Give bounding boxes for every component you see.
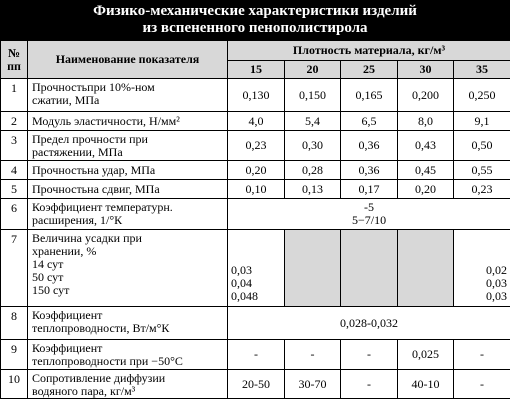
row-name: Прочностьпри 10%-ном сжатии, МПа bbox=[28, 79, 228, 112]
density-35: 35 bbox=[454, 61, 510, 79]
cell-value: - bbox=[454, 370, 510, 399]
density-25: 25 bbox=[341, 61, 398, 79]
cell-value: 9,1 bbox=[454, 112, 510, 131]
table-row bbox=[1, 180, 510, 199]
density-30: 30 bbox=[398, 61, 454, 79]
cell-value: 0,36 bbox=[341, 161, 398, 180]
row-number: 4 bbox=[1, 161, 28, 180]
cell-value: 0,150 bbox=[285, 79, 341, 112]
title-line-2: из вспененного пенополистирола bbox=[142, 20, 368, 36]
header-number: № пп bbox=[1, 41, 28, 79]
cell-value: 0,03 0,04 0,048 bbox=[228, 230, 285, 307]
table-row bbox=[1, 112, 510, 131]
table-row bbox=[1, 370, 510, 399]
header-name: Наименование показателя bbox=[28, 41, 228, 79]
cell-value: 0,13 bbox=[285, 180, 341, 199]
table-row bbox=[1, 79, 510, 112]
table-row bbox=[1, 161, 510, 180]
cell-value: 0,20 bbox=[398, 180, 454, 199]
row-number: 3 bbox=[1, 131, 28, 161]
row-number: 6 bbox=[1, 199, 28, 230]
table-row bbox=[1, 340, 510, 370]
merged-value: 0,028-0,032 bbox=[228, 307, 510, 340]
cell-value: 0,36 bbox=[341, 131, 398, 161]
row-name: Предел прочности при растяжении, МПа bbox=[28, 131, 228, 161]
cell-value: 5,4 bbox=[285, 112, 341, 131]
row-name: Величина усадки при хранении, % 14 сут 50 сут 150 сут bbox=[28, 230, 228, 307]
row-number: 2 bbox=[1, 112, 28, 131]
row-name: Модуль эластичности, Н/мм² bbox=[28, 112, 228, 131]
table-title bbox=[0, 0, 510, 40]
row-name: Сопротивление диффузии водяного пара, кг/м³ bbox=[28, 370, 228, 399]
row-number: 5 bbox=[1, 180, 28, 199]
cell-value: - bbox=[454, 340, 510, 370]
cell-value: 8,0 bbox=[398, 112, 454, 131]
cell-value: - bbox=[341, 340, 398, 370]
cell-value: 0,10 bbox=[228, 180, 285, 199]
cell-value: 0,30 bbox=[285, 131, 341, 161]
cell-value: 40-10 bbox=[398, 370, 454, 399]
cell-value: 0,200 bbox=[398, 79, 454, 112]
cell-value: 6,5 bbox=[341, 112, 398, 131]
row-number: 9 bbox=[1, 340, 28, 370]
row-name: Прочностьна сдвиг, МПа bbox=[28, 180, 228, 199]
cell-value: 0,23 bbox=[454, 180, 510, 199]
row-number: 1 bbox=[1, 79, 28, 112]
density-20: 20 bbox=[285, 61, 341, 79]
title-line-1: Физико-механические характеристики изделий bbox=[93, 3, 417, 19]
cell-value: 0,165 bbox=[341, 79, 398, 112]
cell-value: 0,45 bbox=[398, 161, 454, 180]
cell-value: 4,0 bbox=[228, 112, 285, 131]
cell-value: 0,43 bbox=[398, 131, 454, 161]
cell-value: 0,50 bbox=[454, 131, 510, 161]
row-number: 8 bbox=[1, 307, 28, 340]
row-number: 10 bbox=[1, 370, 28, 399]
cell-value: 20-50 bbox=[228, 370, 285, 399]
row-name: Коэффициент теплопроводности, Вт/м°К bbox=[28, 307, 228, 340]
cell-value: - bbox=[285, 340, 341, 370]
table-row bbox=[1, 230, 510, 307]
empty-cell bbox=[285, 230, 341, 307]
cell-value: 0,250 bbox=[454, 79, 510, 112]
table-row bbox=[1, 199, 510, 230]
cell-value: 0,02 0,03 0,03 bbox=[454, 230, 510, 307]
cell-value: 0,28 bbox=[285, 161, 341, 180]
cell-value: 0,55 bbox=[454, 161, 510, 180]
row-name: Коэффициент теплопроводности при −50°С bbox=[28, 340, 228, 370]
row-name: Коэффициент температурн. расширения, 1/°К bbox=[28, 199, 228, 230]
density-15: 15 bbox=[228, 61, 285, 79]
row-number: 7 bbox=[1, 230, 28, 307]
cell-value: 0,17 bbox=[341, 180, 398, 199]
empty-cell bbox=[341, 230, 398, 307]
cell-value: 0,130 bbox=[228, 79, 285, 112]
header-density: Плотность материала, кг/м³ bbox=[228, 41, 510, 61]
empty-cell bbox=[398, 230, 454, 307]
cell-value: - bbox=[228, 340, 285, 370]
cell-value: - bbox=[341, 370, 398, 399]
cell-value: 0,025 bbox=[398, 340, 454, 370]
row-name: Прочностьна удар, МПа bbox=[28, 161, 228, 180]
table-row bbox=[1, 131, 510, 161]
cell-value: 30-70 bbox=[285, 370, 341, 399]
merged-value: -5 5−7/10 bbox=[228, 199, 510, 230]
properties-table bbox=[0, 40, 510, 399]
table-row bbox=[1, 307, 510, 340]
cell-value: 0,20 bbox=[228, 161, 285, 180]
cell-value: 0,23 bbox=[228, 131, 285, 161]
